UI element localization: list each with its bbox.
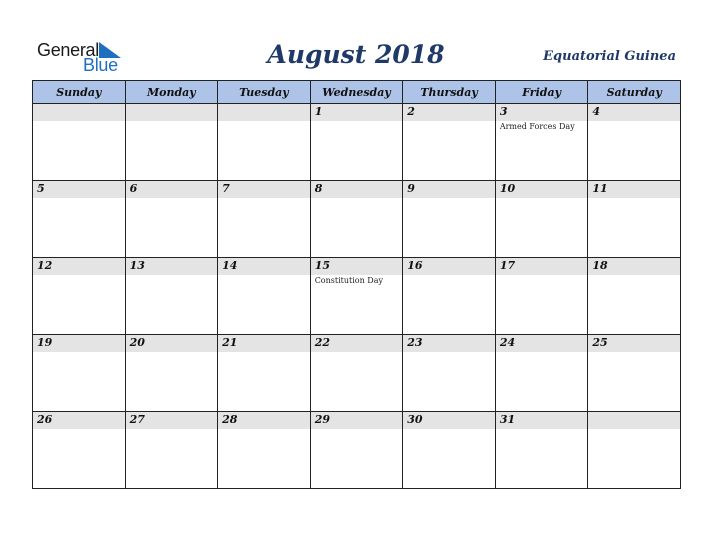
day-cell xyxy=(218,104,311,181)
day-cell xyxy=(218,412,311,489)
weekday-header-row xyxy=(33,81,681,104)
weekday-wednesday: Wednesday xyxy=(310,81,403,104)
day-number-band xyxy=(403,412,495,429)
day-number-band xyxy=(218,258,310,275)
day-cell xyxy=(33,412,126,489)
weekday-thursday: Thursday xyxy=(403,81,496,104)
day-number: 29 xyxy=(314,413,330,426)
day-cell xyxy=(495,181,588,258)
day-number-band xyxy=(33,181,125,198)
day-number: 12 xyxy=(37,259,53,272)
day-number: 7 xyxy=(222,182,230,195)
day-number: 25 xyxy=(592,336,608,349)
day-number-band xyxy=(496,258,588,275)
day-number-band xyxy=(218,104,310,121)
logo-text-blue: Blue xyxy=(83,55,118,75)
day-cell xyxy=(495,335,588,412)
day-number: 6 xyxy=(129,182,138,195)
day-number: 16 xyxy=(407,259,423,272)
day-cell xyxy=(125,181,218,258)
week-row xyxy=(33,335,681,412)
day-number-band xyxy=(588,181,680,198)
day-number: 18 xyxy=(592,259,608,272)
day-number-band xyxy=(496,181,588,198)
day-number: 11 xyxy=(592,182,608,195)
weekday-monday: Monday xyxy=(125,81,218,104)
day-cell xyxy=(495,258,588,335)
day-number-band xyxy=(496,335,588,352)
weekday-friday: Friday xyxy=(495,81,588,104)
day-number-band xyxy=(218,335,310,352)
week-row xyxy=(33,181,681,258)
day-cell xyxy=(33,181,126,258)
day-number: 14 xyxy=(222,259,238,272)
day-cell xyxy=(403,104,496,181)
day-number: 28 xyxy=(222,413,238,426)
day-cell xyxy=(310,412,403,489)
day-cell xyxy=(33,104,126,181)
day-number-band xyxy=(33,412,125,429)
week-row xyxy=(33,104,681,181)
day-number: 17 xyxy=(499,259,516,272)
day-cell xyxy=(125,335,218,412)
day-number-band xyxy=(126,412,218,429)
day-number: 3 xyxy=(499,105,508,118)
day-number-band xyxy=(218,181,310,198)
day-cell xyxy=(310,104,403,181)
weekday-saturday: Saturday xyxy=(588,81,681,104)
day-number-band xyxy=(588,258,680,275)
day-number-band xyxy=(496,104,588,121)
week-row xyxy=(33,412,681,489)
day-cell xyxy=(403,335,496,412)
day-number: 26 xyxy=(37,413,53,426)
weekday-tuesday: Tuesday xyxy=(218,81,311,104)
day-number: 5 xyxy=(37,182,45,195)
day-cell xyxy=(588,104,681,181)
day-number: 24 xyxy=(499,336,516,349)
day-number-band xyxy=(126,104,218,121)
day-cell xyxy=(125,104,218,181)
day-number: 22 xyxy=(314,336,330,349)
day-cell xyxy=(495,412,588,489)
day-number-band xyxy=(588,412,680,429)
logo-text-general: General xyxy=(37,40,99,60)
day-number: 4 xyxy=(592,105,601,118)
day-number: 21 xyxy=(222,336,238,349)
day-number: 15 xyxy=(314,259,330,272)
day-number: 2 xyxy=(407,105,415,118)
day-cell xyxy=(403,412,496,489)
day-number: 20 xyxy=(129,336,145,349)
day-number-band xyxy=(311,104,403,121)
calendar-grid xyxy=(32,80,681,489)
day-cell xyxy=(588,335,681,412)
day-cell xyxy=(588,181,681,258)
day-number: 8 xyxy=(314,182,323,195)
holiday-label: Constitution Day xyxy=(314,276,384,285)
weekday-sunday: Sunday xyxy=(33,81,126,104)
day-number: 9 xyxy=(407,182,415,195)
day-number-band xyxy=(311,335,403,352)
day-number-band xyxy=(403,258,495,275)
day-cell xyxy=(403,181,496,258)
day-cell xyxy=(588,258,681,335)
day-number: 30 xyxy=(407,413,423,426)
day-cell xyxy=(125,412,218,489)
day-number: 1 xyxy=(314,105,323,118)
day-number-band xyxy=(218,412,310,429)
day-cell xyxy=(495,104,588,181)
day-cell xyxy=(588,412,681,489)
day-number-band xyxy=(496,412,588,429)
day-number-band xyxy=(403,104,495,121)
calendar-title: August 2018 xyxy=(267,40,445,69)
day-cell xyxy=(310,181,403,258)
day-number-band xyxy=(588,335,680,352)
day-number: 23 xyxy=(407,336,423,349)
day-number: 27 xyxy=(129,413,145,426)
day-cell xyxy=(218,335,311,412)
day-number-band xyxy=(311,181,403,198)
day-number: 10 xyxy=(499,182,516,195)
day-number-band xyxy=(588,104,680,121)
day-number-band xyxy=(126,181,218,198)
day-number-band xyxy=(403,181,495,198)
day-number-band xyxy=(311,258,403,275)
day-cell xyxy=(33,258,126,335)
day-number-band xyxy=(403,335,495,352)
day-number-band xyxy=(126,335,218,352)
day-number-band xyxy=(33,104,125,121)
day-cell xyxy=(33,335,126,412)
day-number: 31 xyxy=(499,413,516,426)
day-cell xyxy=(310,335,403,412)
day-number-band xyxy=(33,335,125,352)
day-number: 19 xyxy=(37,336,53,349)
day-cell xyxy=(218,181,311,258)
day-number-band xyxy=(311,412,403,429)
day-cell xyxy=(218,258,311,335)
day-cell xyxy=(403,258,496,335)
day-cell xyxy=(125,258,218,335)
day-number-band xyxy=(126,258,218,275)
day-number-band xyxy=(33,258,125,275)
day-number: 13 xyxy=(129,259,145,272)
country-name: Equatorial Guinea xyxy=(543,49,676,64)
holiday-label: Armed Forces Day xyxy=(499,122,575,131)
week-row xyxy=(33,258,681,335)
day-cell xyxy=(310,258,403,335)
